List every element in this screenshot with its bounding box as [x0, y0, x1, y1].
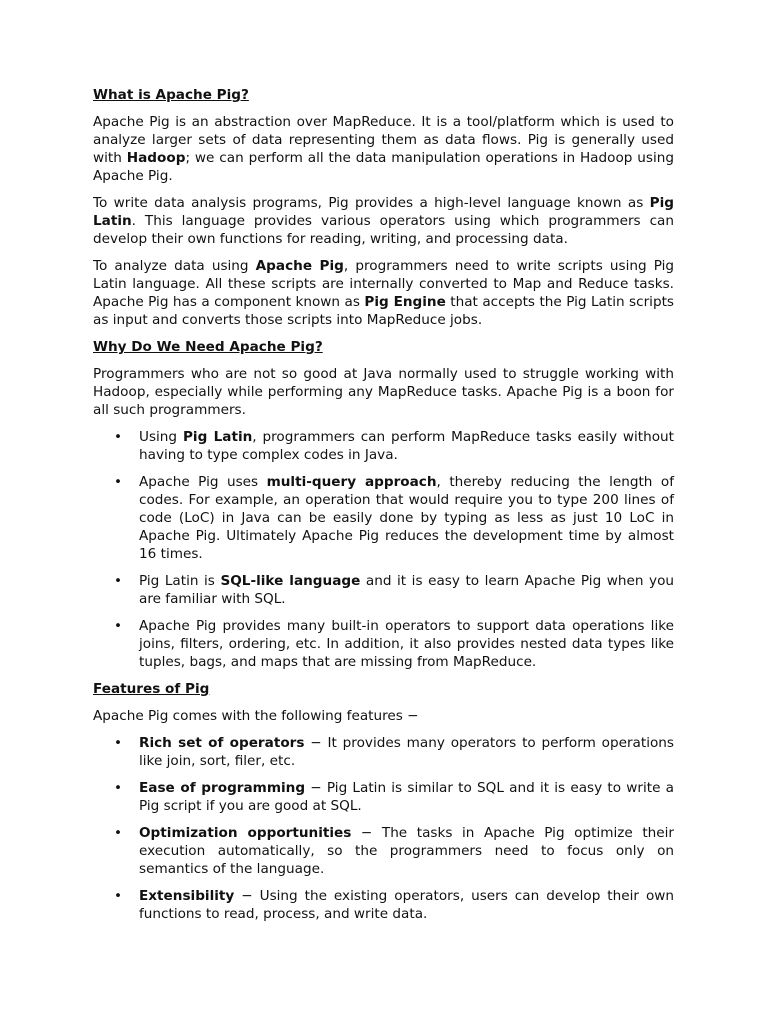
- text-run: Pig Latin is: [139, 573, 221, 589]
- text-run: that accepts the Pig Latin scripts as input and converts those scripts into MapReduce jobs.: [93, 294, 674, 328]
- text-run: Apache Pig provides many built-in operators to support data operations like joins, filters, ordering, etc. In addition, it also provides nested data types like tuples, bags, and maps that are missing from MapReduce.: [139, 618, 674, 670]
- text-run: and it is easy to learn Apache Pig when you are familiar with SQL.: [139, 573, 674, 607]
- paragraph-programmers: Programmers who are not so good at Java normally used to struggle working with Hadoop, especially while performing any MapReduce tasks. Apache Pig is a boon for all such programmers.: [93, 366, 674, 418]
- text-run: Apache Pig is an abstraction over MapReduce. It is a tool/platform which is used to analyze larger sets of data representing them as data flows. Pig is generally used with: [93, 114, 674, 166]
- text-run: Apache Pig uses: [139, 474, 267, 490]
- text-run: ; we can perform all the data manipulation operations in Hadoop using Apache Pig.: [93, 150, 674, 184]
- text-run: − It provides many operators to perform operations like join, sort, filer, etc.: [139, 735, 675, 769]
- list-item: [93, 824, 674, 878]
- bullet-icon: •: [114, 429, 123, 445]
- bullet-icon: •: [114, 888, 123, 904]
- bold-term: Optimization opportunities: [139, 825, 352, 841]
- bold-term: multi-query approach: [266, 474, 437, 490]
- text-run: . This language provides various operators using which programmers can develop their own functions for reading, writing, and processing data.: [93, 213, 674, 247]
- paragraph-features-intro: Apache Pig comes with the following features −: [93, 708, 419, 724]
- bullet-icon: •: [114, 735, 123, 751]
- heading-features-of-pig: Features of Pig: [93, 681, 210, 697]
- heading-why-apache-pig: Why Do We Need Apache Pig?: [93, 339, 323, 355]
- text-run: − Pig Latin is similar to SQL and it is easy to write a Pig script if you are good at SQL.: [139, 780, 674, 814]
- text-run: , programmers need to write scripts using Pig Latin language. All these scripts are internally converted to Map and Reduce tasks. Apache Pig has a component known as: [93, 258, 675, 310]
- list-item: [93, 428, 674, 464]
- list-item: [93, 617, 674, 671]
- bullet-icon: •: [114, 618, 123, 634]
- list-item: [93, 779, 674, 815]
- bullet-icon: •: [114, 474, 123, 490]
- text-run: To analyze data using: [93, 258, 256, 274]
- document-body: [93, 86, 674, 932]
- text-run: − Using the existing operators, users can develop their own functions to read, process, and write data.: [139, 888, 674, 922]
- bold-term: Ease of programming: [139, 780, 306, 796]
- heading-what-is-apache-pig: What is Apache Pig?: [93, 87, 249, 103]
- paragraph-pig-engine: [93, 257, 674, 329]
- bold-pig-latin: Pig Latin: [93, 195, 674, 229]
- bold-term: Rich set of operators: [139, 735, 305, 751]
- bullet-icon: •: [114, 573, 123, 589]
- text-run: To write data analysis programs, Pig provides a high-level language known as: [93, 195, 650, 211]
- features-bullet-list: [93, 734, 674, 923]
- text-run: , thereby reducing the length of codes. For example, an operation that would require you to type 200 lines of code (LoC) in Java can be easily done by typing as less as just 10 LoC in Apache Pig. Ultimately Apache Pig reduces the development time by almost 16 times.: [139, 474, 674, 562]
- bold-apache-pig: Apache Pig: [255, 258, 344, 274]
- bold-term: Pig Latin: [182, 429, 253, 445]
- bold-pig-engine: Pig Engine: [364, 294, 446, 310]
- bold-term: Extensibility: [139, 888, 235, 904]
- text-run: − The tasks in Apache Pig optimize their execution automatically, so the programmers need to focus only on semantics of the language.: [139, 825, 674, 877]
- paragraph-abstraction: [93, 113, 674, 185]
- why-bullet-list: [93, 428, 674, 671]
- list-item: [93, 572, 674, 608]
- bold-term: SQL-like language: [220, 573, 361, 589]
- paragraph-pig-latin: [93, 194, 674, 248]
- bold-hadoop: Hadoop: [126, 150, 186, 166]
- list-item: [93, 734, 674, 770]
- text-run: , programmers can perform MapReduce tasks easily without having to type complex codes in Java.: [139, 429, 674, 463]
- bullet-icon: •: [114, 825, 123, 841]
- bullet-icon: •: [114, 780, 123, 796]
- list-item: [93, 887, 674, 923]
- text-run: Using: [139, 429, 183, 445]
- list-item: [93, 473, 674, 563]
